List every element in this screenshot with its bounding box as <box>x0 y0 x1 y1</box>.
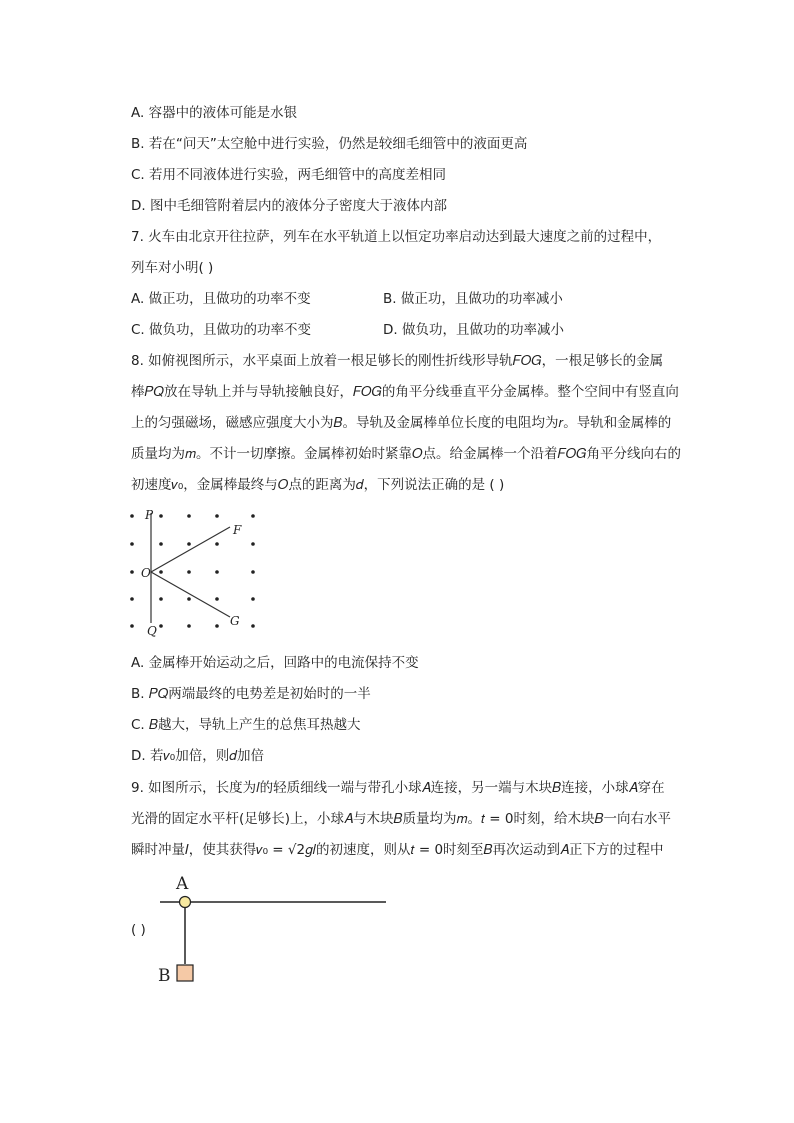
q6-option-b: B. 若在“问天”太空舱中进行实验，仍然是较细毛细管中的液面更高 <box>131 136 528 152</box>
label-g: G <box>230 614 240 628</box>
q7-option-a: A. 做正功，且做功的功率不变 <box>131 291 311 307</box>
q6-option-a: A. 容器中的液体可能是水银 <box>131 105 298 121</box>
q8-stem-line3: 上的匀强磁场，磁感应强度大小为𝐵。导轨及金属棒单位长度的电阻均为𝑟。导轨和金属棒的 <box>131 415 672 431</box>
block-b <box>177 965 193 981</box>
q9-figure <box>150 868 390 988</box>
q8-option-d: D. 若𝑣₀加倍，则𝑑加倍 <box>131 748 265 764</box>
q6-option-c: C. 若用不同液体进行实验，两毛细管中的高度差相同 <box>131 167 447 183</box>
q8-option-a: A. 金属棒开始运动之后，回路中的电流保持不变 <box>131 655 419 671</box>
q6-option-d: D. 图中毛细管附着层内的液体分子密度大于液体内部 <box>131 198 447 214</box>
q9-stem-line1: 9. 如图所示，长度为𝑙的轻质细线一端与带孔小球𝐴连接，另一端与木块𝐵连接，小球𝐴穿在 <box>131 780 665 796</box>
q8-option-b: B. 𝑃𝑄两端最终的电势差是初始时的一半 <box>131 686 371 702</box>
q8-stem-line2: 棒𝑃𝑄放在导轨上并与导轨接触良好，𝐹𝑂𝐺的角平分线垂直平分金属棒。整个空间中有竖直向 <box>131 384 679 400</box>
q8-stem-line5: 初速度𝑣₀，金属棒最终与𝑂点的距离为𝑑，下列说法正确的是 ( ) <box>131 477 505 493</box>
q8-stem-line1: 8. 如俯视图所示，水平桌面上放着一根足够长的刚性折线形导轨𝐹𝑂𝐺，一根足够长的金属 <box>131 353 664 369</box>
q7-option-c: C. 做负功，且做功的功率不变 <box>131 322 312 338</box>
q9-stem-line2: 光滑的固定水平杆(足够长)上，小球𝐴与木块𝐵质量均为𝑚。𝑡 = 0时刻，给木块𝐵一向右水平 <box>131 811 671 827</box>
q8-figure <box>120 505 270 640</box>
label-o: O <box>141 566 151 580</box>
label-f: F <box>233 523 242 537</box>
label-b: B <box>158 966 171 986</box>
q7-stem-line1: 7. 火车由北京开往拉萨，列车在水平轨道上以恒定功率启动达到最大速度之前的过程中， <box>131 229 662 245</box>
rail-og <box>151 572 230 617</box>
q9-stem-line3: 瞬时冲量𝐼，使其获得𝑣₀ = √2𝑔𝑙的初速度，则从𝑡 = 0时刻至𝐵再次运动到𝐴正下方的过程中 <box>131 842 664 858</box>
q9-answer-paren: ( ) <box>131 922 146 938</box>
ball-a <box>180 897 191 908</box>
label-p: P <box>145 508 154 522</box>
label-q: Q <box>147 624 157 638</box>
q7-option-d: D. 做负功，且做功的功率减小 <box>383 322 564 338</box>
q8-option-c: C. 𝐵越大，导轨上产生的总焦耳热越大 <box>131 717 361 733</box>
rail-of <box>151 527 230 572</box>
q7-stem-line2: 列车对小明( ) <box>131 260 214 276</box>
label-a: A <box>176 874 189 894</box>
q8-stem-line4: 质量均为𝑚。不计一切摩擦。金属棒初始时紧靠𝑂点。给金属棒一个沿着𝐹𝑂𝐺角平分线向右的 <box>131 446 682 462</box>
q7-option-b: B. 做正功，且做功的功率减小 <box>383 291 563 307</box>
